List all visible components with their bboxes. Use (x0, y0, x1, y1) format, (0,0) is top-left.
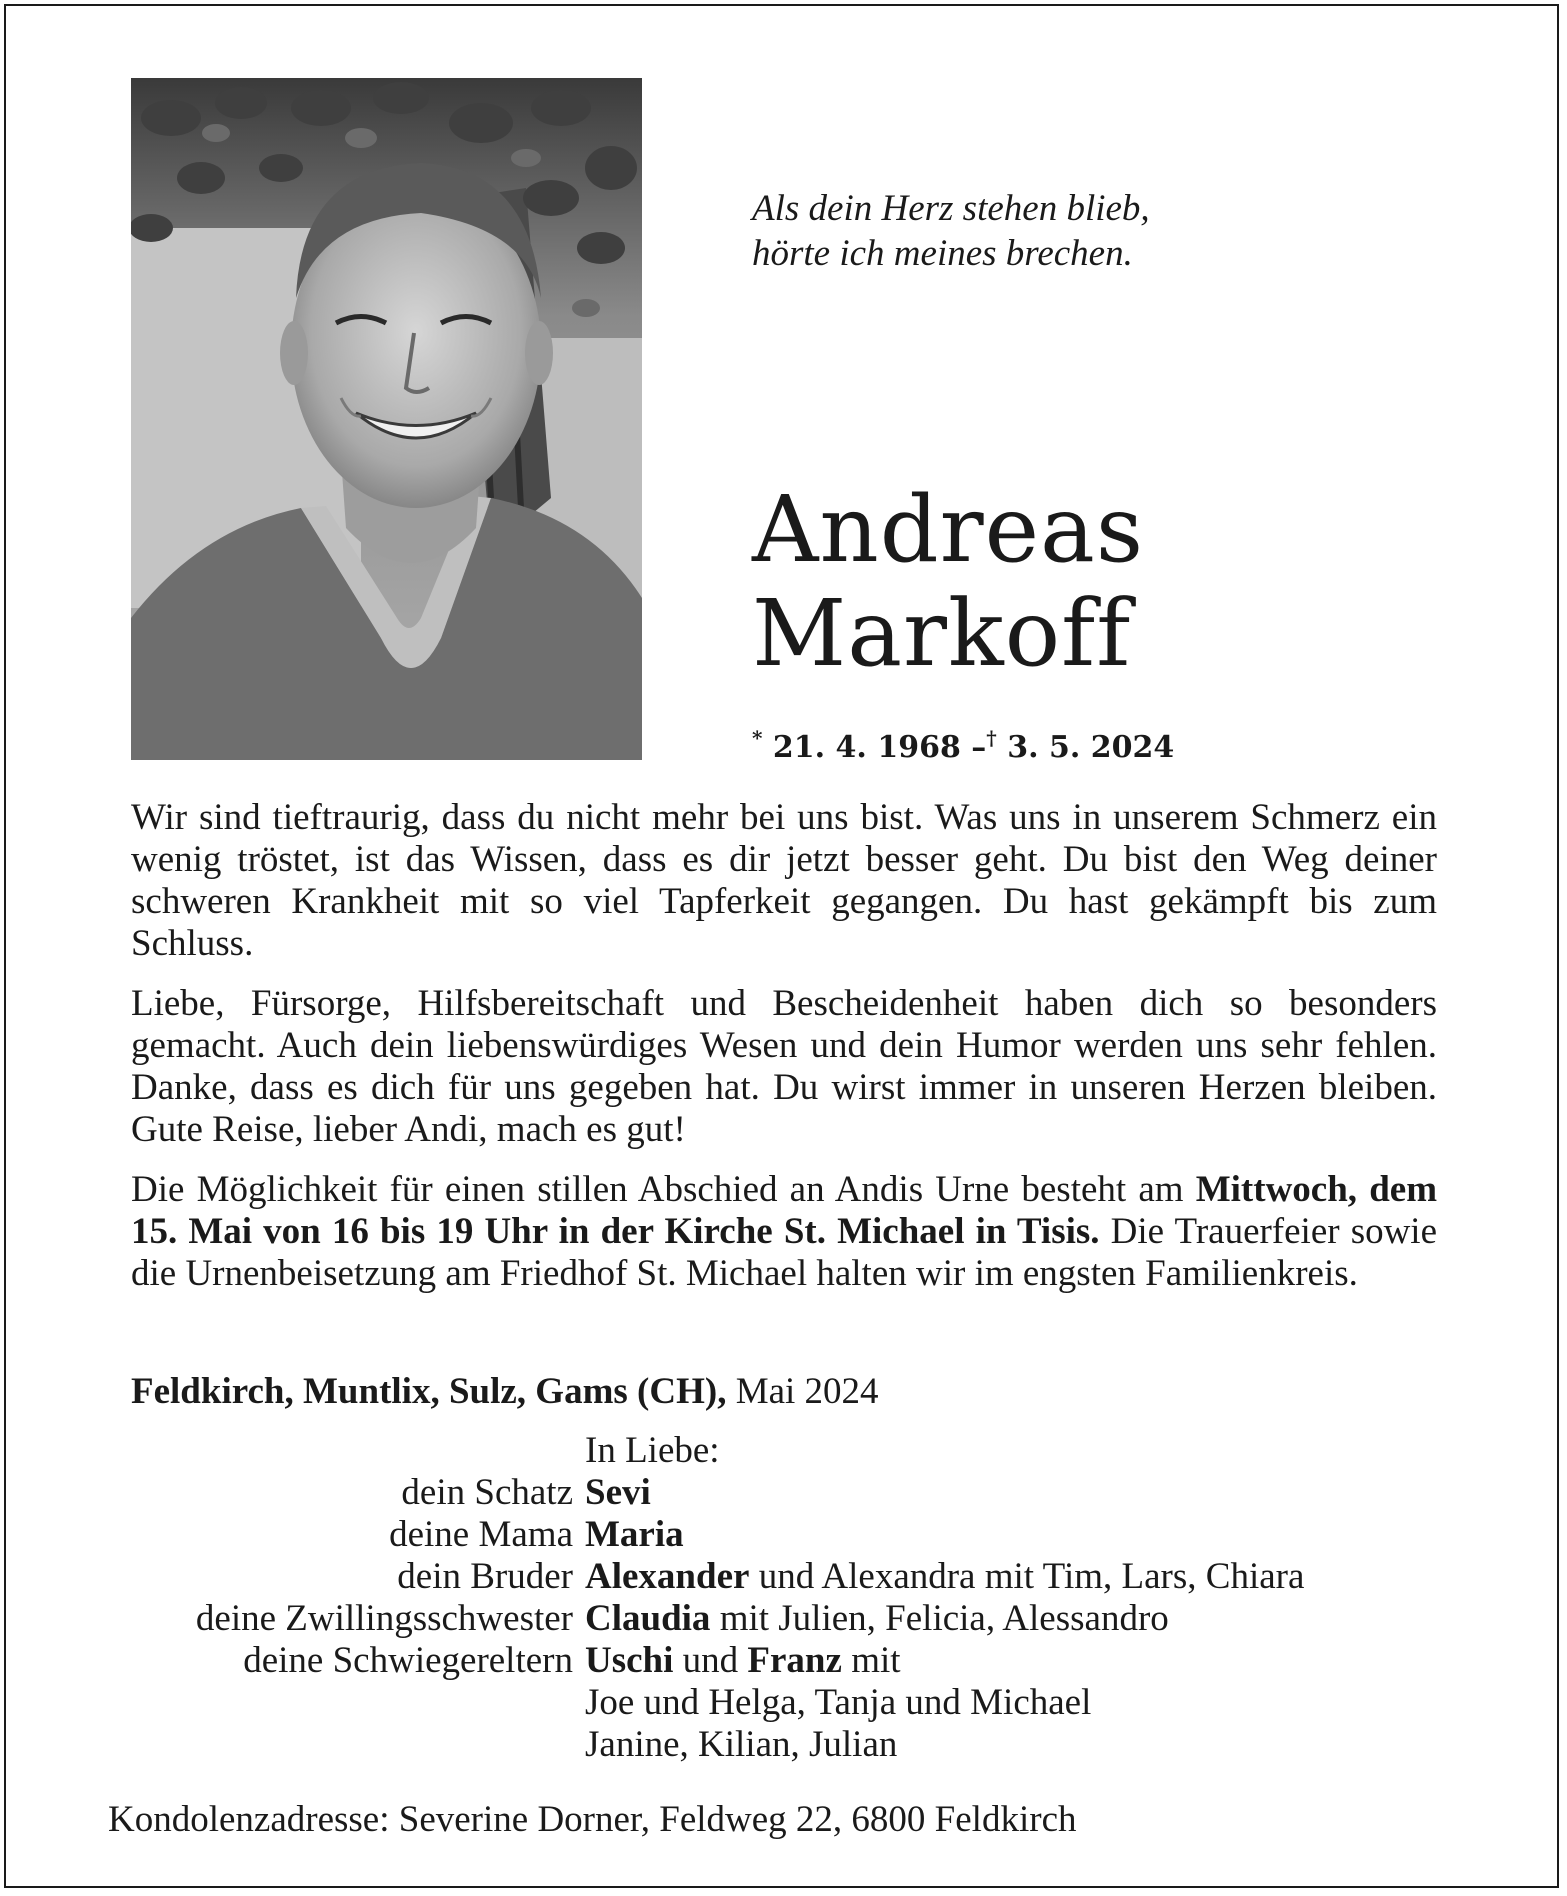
birth-star-icon: * (752, 726, 763, 750)
verse-line-2: hörte ich meines brechen. (752, 233, 1133, 274)
mourner-role: dein Schatz (401, 1472, 573, 1513)
mourner-extra-line: Joe und Helga, Tanja und Michael (585, 1682, 1092, 1723)
mourner-family: mit (851, 1640, 901, 1681)
verse-line-1: Als dein Herz stehen blieb, (752, 188, 1150, 229)
place-date (131, 1371, 879, 1413)
mourner-row (131, 1472, 1451, 1514)
portrait-photo (131, 78, 642, 760)
mourner-join: und (682, 1640, 739, 1681)
mourner-role: dein Bruder (397, 1556, 573, 1597)
farewell-details: Mittwoch, dem 15. Mai von 16 bis 19 Uhr in der Kirche St. Michael in Tisis. (131, 1169, 1438, 1252)
mourners-heading: In Liebe: (585, 1430, 720, 1471)
paragraph-1: Wir sind tieftraurig, dass du nicht mehr bei uns bist. Was uns in unserem Schmerz ein wenig tröstet, ist das Wissen, dass es dir jetzt besser geht. Du bist den Weg deiner schweren Krankheit mit so viel Tapferkeit gegangen. Du hast gekämpft bis zum Schluss. (131, 797, 1437, 964)
publication-date: Mai 2024 (735, 1371, 879, 1412)
mourner-name: Maria (585, 1514, 684, 1555)
mourner-family: und Alexandra mit Tim, Lars, Chiara (758, 1556, 1305, 1597)
death-date: 3. 5. 2024 (1007, 730, 1175, 765)
birth-date: 21. 4. 1968 (772, 730, 961, 765)
mourner-name: Uschi (585, 1640, 674, 1681)
mourner-extra-row (131, 1682, 1451, 1724)
last-name: Markoff (752, 580, 1132, 687)
mourner-role: deine Zwillingsschwester (195, 1598, 573, 1639)
mourner-role: deine Schwiegereltern (243, 1640, 573, 1681)
portrait-image (131, 78, 642, 760)
paragraph-2: Liebe, Fürsorge, Hilfsbereitschaft und Bescheidenheit haben dich so besonders gemacht. Auch dein liebenswürdiges Wesen und dein Humor werden uns sehr fehlen. Danke, dass es dich für uns gegeben hat. Du wirst immer in unseren Herzen bleiben. Gute Reise, lieber Andi, mach es gut! (131, 983, 1437, 1150)
mourner-extra-line: Janine, Kilian, Julian (585, 1724, 898, 1765)
first-name: Andreas (752, 476, 1145, 583)
date-separator: – (971, 730, 987, 765)
condolence-address: Kondolenzadresse: Severine Dorner, Feldweg 22, 6800 Feldkirch (108, 1799, 1077, 1840)
mourner-name: Claudia (585, 1598, 711, 1639)
verse (752, 186, 1352, 276)
mourner-role: deine Mama (389, 1514, 573, 1555)
mourner-family: mit Julien, Felicia, Alessandro (719, 1598, 1169, 1639)
ceremony-note: Die Trauerfeier sowie die Urnenbeisetzung am Friedhof St. Michael halten wir im engsten Familienkreis. (131, 1211, 1438, 1294)
obituary-text (131, 797, 1437, 1313)
mourner-row (131, 1598, 1451, 1640)
mourners-heading-row (131, 1430, 1451, 1472)
mourner-name: Sevi (585, 1472, 651, 1513)
mourner-row (131, 1640, 1451, 1682)
farewell-intro: Die Möglichkeit für einen stillen Abschied an Andis Urne besteht am (131, 1169, 1184, 1210)
death-cross-icon: † (986, 726, 997, 750)
paragraph-3 (131, 1169, 1437, 1295)
mourner-row (131, 1514, 1451, 1556)
life-dates (752, 728, 1174, 770)
mourner-row (131, 1556, 1451, 1598)
mourner-name: Alexander (585, 1556, 750, 1597)
locations: Feldkirch, Muntlix, Sulz, Gams (CH), (131, 1371, 727, 1412)
mourner-extra-row (131, 1724, 1451, 1766)
mourners-list (131, 1430, 1451, 1766)
mourner-name-2: Franz (747, 1640, 842, 1681)
deceased-name (752, 478, 1452, 686)
